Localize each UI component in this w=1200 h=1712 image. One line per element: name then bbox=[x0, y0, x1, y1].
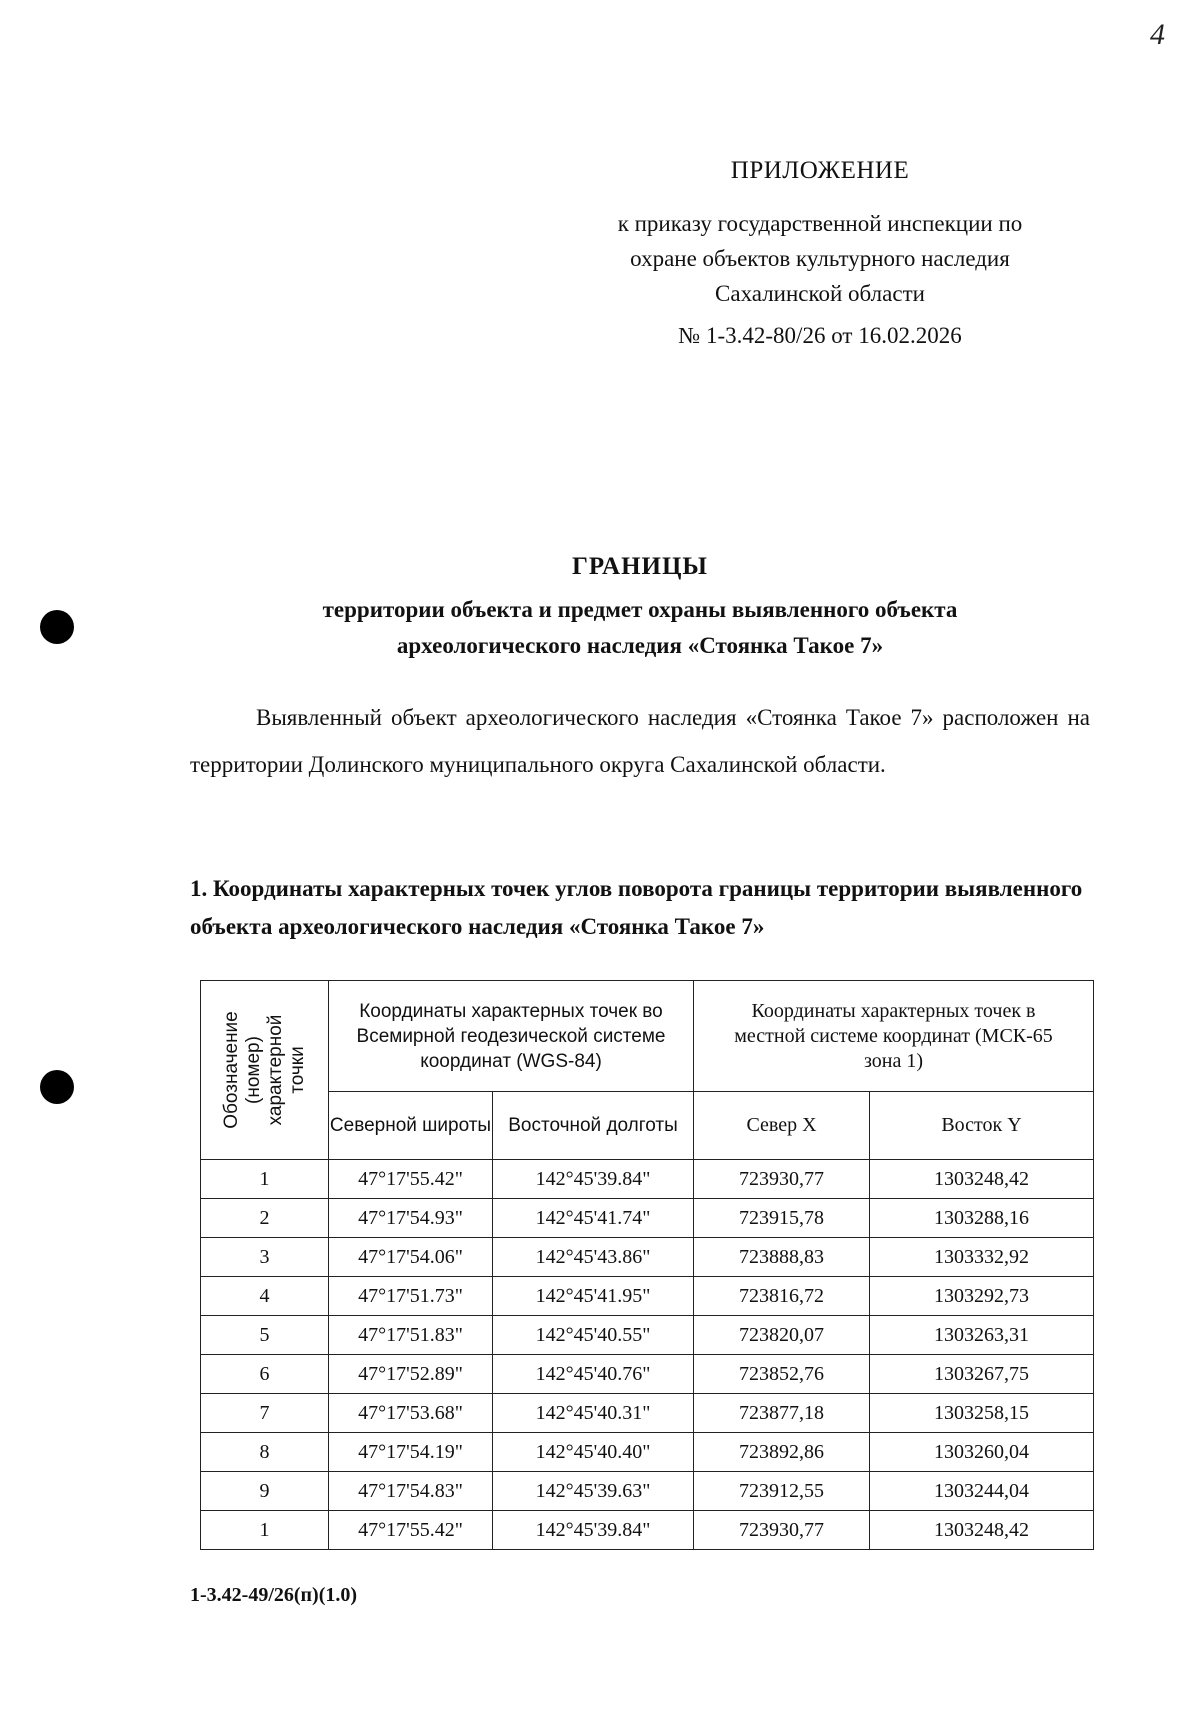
table-row bbox=[201, 1472, 1094, 1511]
north-header: Север X bbox=[694, 1092, 870, 1160]
y-cell: 1303292,73 bbox=[870, 1277, 1094, 1316]
lat-cell: 47°17'52.89" bbox=[329, 1355, 493, 1394]
appendix-line: к приказу государственной инспекции по bbox=[617, 211, 1023, 236]
appendix-title: ПРИЛОЖЕНИЕ bbox=[730, 157, 910, 184]
y-cell: 1303248,42 bbox=[870, 1511, 1094, 1550]
x-cell: 723892,86 bbox=[694, 1433, 870, 1472]
punch-hole bbox=[40, 1070, 74, 1104]
lon-cell: 142°45'40.40" bbox=[493, 1433, 694, 1472]
lat-cell: 47°17'55.42" bbox=[329, 1160, 493, 1199]
document-subtitle bbox=[190, 592, 1090, 664]
lat-cell: 47°17'54.19" bbox=[329, 1433, 493, 1472]
y-cell: 1303288,16 bbox=[870, 1199, 1094, 1238]
point-cell: 6 bbox=[201, 1355, 329, 1394]
point-header: Обозначение (номер) характерной точки bbox=[220, 1011, 308, 1129]
appendix-line: охране объектов культурного наследия bbox=[630, 246, 1010, 271]
table-row bbox=[201, 1316, 1094, 1355]
x-cell: 723816,72 bbox=[694, 1277, 870, 1316]
lon-cell: 142°45'39.84" bbox=[493, 1160, 694, 1199]
point-cell: 1 bbox=[201, 1511, 329, 1550]
y-cell: 1303332,92 bbox=[870, 1238, 1094, 1277]
x-cell: 723915,78 bbox=[694, 1199, 870, 1238]
lon-cell: 142°45'41.74" bbox=[493, 1199, 694, 1238]
punch-hole bbox=[40, 610, 74, 644]
handwritten-page-number: 4 bbox=[1150, 18, 1165, 51]
lat-cell: 47°17'54.83" bbox=[329, 1472, 493, 1511]
subtitle-line: археологического наследия «Стоянка Такое 7» bbox=[396, 633, 884, 658]
x-cell: 723930,77 bbox=[694, 1160, 870, 1199]
order-number: № 1-3.42-80/26 от 16.02.2026 bbox=[678, 323, 962, 348]
lat-cell: 47°17'54.93" bbox=[329, 1199, 493, 1238]
subtitle-line: территории объекта и предмет охраны выявленного объекта bbox=[322, 597, 958, 622]
table-row bbox=[201, 1355, 1094, 1394]
lat-cell: 47°17'51.73" bbox=[329, 1277, 493, 1316]
point-cell: 5 bbox=[201, 1316, 329, 1355]
point-cell: 1 bbox=[201, 1160, 329, 1199]
lat-header: Северной широты bbox=[329, 1092, 493, 1160]
table-row bbox=[201, 1394, 1094, 1433]
y-cell: 1303267,75 bbox=[870, 1355, 1094, 1394]
lon-cell: 142°45'39.63" bbox=[493, 1472, 694, 1511]
lat-cell: 47°17'55.42" bbox=[329, 1511, 493, 1550]
x-cell: 723852,76 bbox=[694, 1355, 870, 1394]
coordinates-table bbox=[200, 980, 1094, 1550]
section-title: 1. Координаты характерных точек углов поворота границы территории выявленного объекта археологического наследия «Стоянка Такое 7» bbox=[190, 876, 1083, 939]
y-cell: 1303248,42 bbox=[870, 1160, 1094, 1199]
point-cell: 7 bbox=[201, 1394, 329, 1433]
document-code: 1-3.42-49/26(п)(1.0) bbox=[190, 1584, 358, 1606]
lon-cell: 142°45'43.86" bbox=[493, 1238, 694, 1277]
lat-cell: 47°17'53.68" bbox=[329, 1394, 493, 1433]
appendix-reference bbox=[540, 206, 1100, 311]
lon-cell: 142°45'40.55" bbox=[493, 1316, 694, 1355]
y-cell: 1303244,04 bbox=[870, 1472, 1094, 1511]
table-row bbox=[201, 1277, 1094, 1316]
x-cell: 723820,07 bbox=[694, 1316, 870, 1355]
lon-header: Восточной долготы bbox=[493, 1092, 694, 1160]
table-row bbox=[201, 1160, 1094, 1199]
lon-cell: 142°45'40.76" bbox=[493, 1355, 694, 1394]
intro-text: Выявленный объект археологического наследия «Стоянка Такое 7» расположен на территории Долинского муниципального округа Сахалинской области. bbox=[190, 705, 1090, 777]
local-header: Координаты характерных точек в местной системе координат (МСК-65 зона 1) bbox=[694, 981, 1094, 1092]
table-row bbox=[201, 1238, 1094, 1277]
x-cell: 723877,18 bbox=[694, 1394, 870, 1433]
lon-cell: 142°45'40.31" bbox=[493, 1394, 694, 1433]
y-cell: 1303263,31 bbox=[870, 1316, 1094, 1355]
point-cell: 4 bbox=[201, 1277, 329, 1316]
y-cell: 1303260,04 bbox=[870, 1433, 1094, 1472]
intro-paragraph bbox=[190, 694, 1090, 788]
point-cell: 8 bbox=[201, 1433, 329, 1472]
point-header-cell bbox=[201, 981, 329, 1160]
point-cell: 2 bbox=[201, 1199, 329, 1238]
y-cell: 1303258,15 bbox=[870, 1394, 1094, 1433]
table-row bbox=[201, 1199, 1094, 1238]
x-cell: 723912,55 bbox=[694, 1472, 870, 1511]
point-cell: 3 bbox=[201, 1238, 329, 1277]
x-cell: 723888,83 bbox=[694, 1238, 870, 1277]
wgs-header: Координаты характерных точек во Всемирной геодезической системе координат (WGS-84) bbox=[329, 981, 694, 1092]
appendix-line: Сахалинской области bbox=[715, 281, 925, 306]
point-cell: 9 bbox=[201, 1472, 329, 1511]
x-cell: 723930,77 bbox=[694, 1511, 870, 1550]
lon-cell: 142°45'39.84" bbox=[493, 1511, 694, 1550]
document-title: ГРАНИЦЫ bbox=[572, 553, 708, 580]
east-header: Восток Y bbox=[870, 1092, 1094, 1160]
lon-cell: 142°45'41.95" bbox=[493, 1277, 694, 1316]
lat-cell: 47°17'54.06" bbox=[329, 1238, 493, 1277]
table-row bbox=[201, 1511, 1094, 1550]
table-row bbox=[201, 1433, 1094, 1472]
lat-cell: 47°17'51.83" bbox=[329, 1316, 493, 1355]
